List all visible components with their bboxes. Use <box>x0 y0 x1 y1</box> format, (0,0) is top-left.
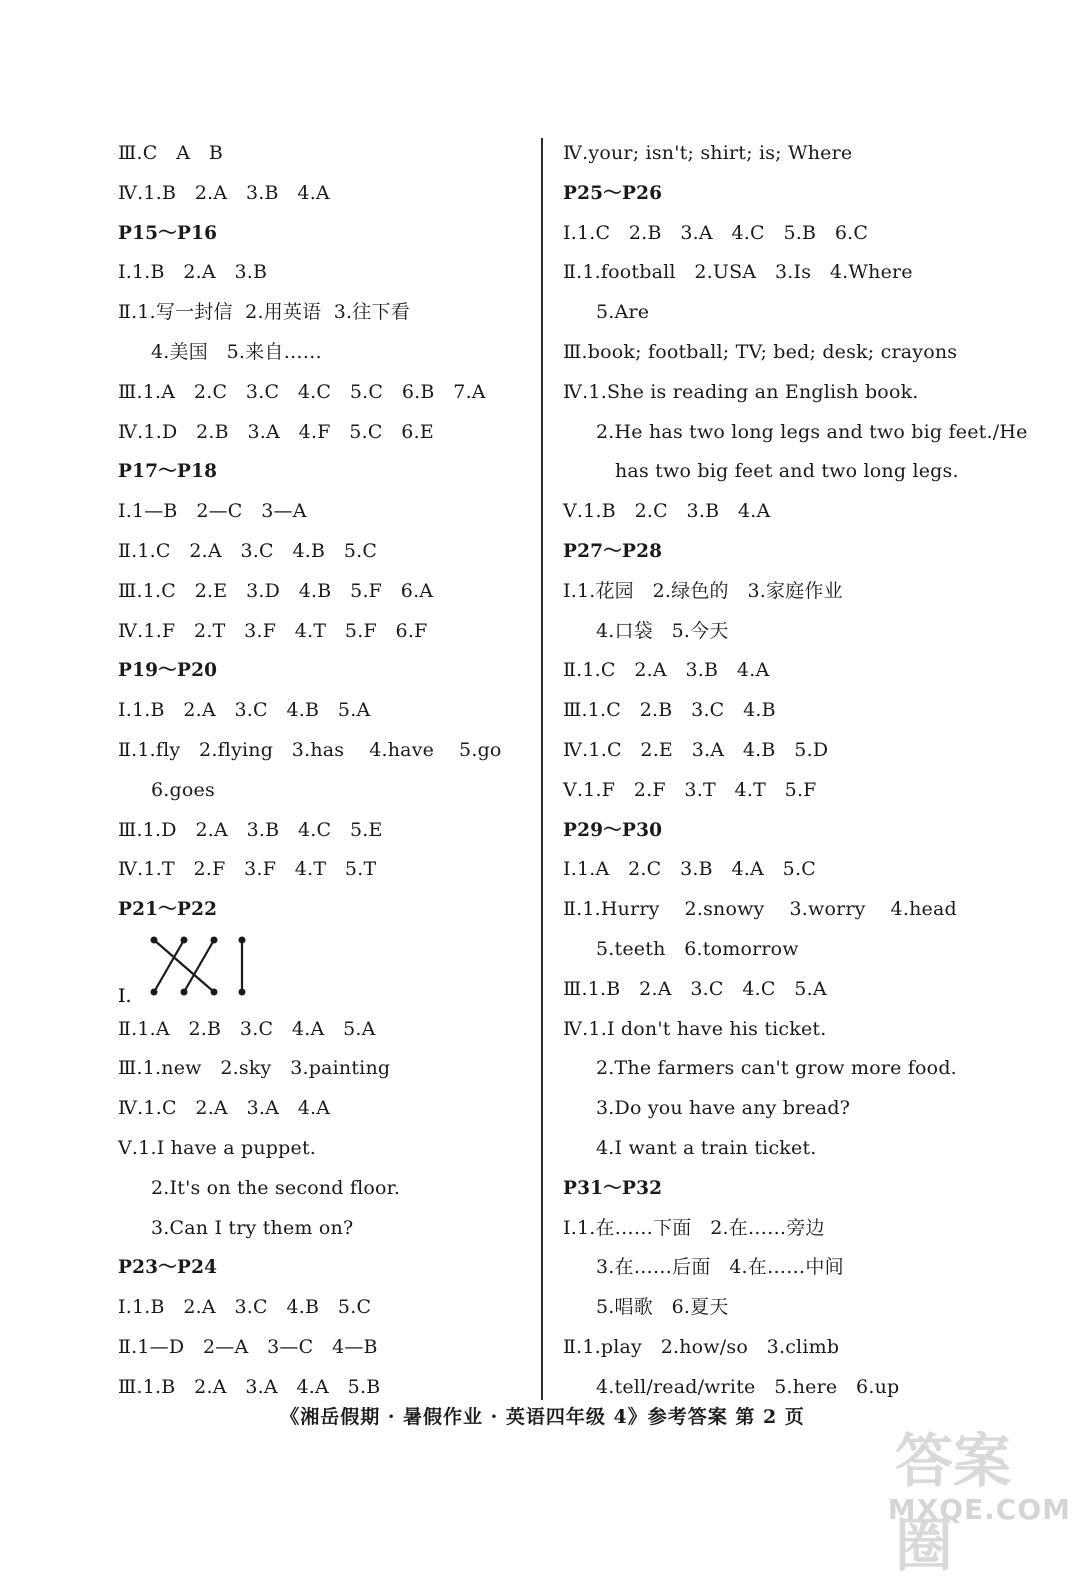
answer-line: Ⅱ.1.football 2.USA 3.Is 4.Where <box>563 261 913 284</box>
match-dot-top <box>211 936 218 943</box>
answer-line-continued: 2.It's on the second floor. <box>151 1176 401 1199</box>
answer-line: Ⅳ.1.B 2.A 3.B 4.A <box>118 181 330 204</box>
match-connector <box>154 940 214 992</box>
answer-line: Ⅰ.1.花园 2.绿色的 3.家庭作业 <box>563 579 843 602</box>
answer-line: Ⅴ.1.I have a puppet. <box>118 1136 317 1159</box>
left-column <box>118 134 538 1408</box>
answer-line: Ⅲ.C A B <box>118 142 224 164</box>
column-divider <box>541 138 543 1400</box>
answer-line: Ⅱ.1.C 2.A 3.B 4.A <box>563 659 770 682</box>
watermark-logo <box>887 1414 1071 1579</box>
page-range-heading: P17～P18 <box>118 461 218 483</box>
answer-line: Ⅲ.1.C 2.E 3.D 4.B 5.F 6.A <box>118 579 434 602</box>
page-range-heading: P15～P16 <box>118 222 218 244</box>
answer-line: Ⅲ.1.C 2.B 3.C 4.B <box>563 699 776 722</box>
answer-line: Ⅴ.1.B 2.C 3.B 4.A <box>563 500 771 523</box>
page-footer: 《湘岳假期 · 暑假作业 · 英语四年级 4》参考答案 第 2 页 <box>280 1406 805 1428</box>
match-dot-bottom <box>151 988 158 995</box>
answer-line-continued: 4.I want a train ticket. <box>596 1136 817 1159</box>
answer-line: Ⅲ.1.A 2.C 3.C 4.C 5.C 6.B 7.A <box>118 380 486 403</box>
matching-label: Ⅰ. <box>118 984 132 1007</box>
answer-line: Ⅲ.book; football; TV; bed; desk; crayons <box>563 340 958 363</box>
page-range-heading: P29～P30 <box>563 819 663 841</box>
answer-line: Ⅳ.1.I don't have his ticket. <box>563 1017 827 1040</box>
answer-line: Ⅳ.1.F 2.T 3.F 4.T 5.F 6.F <box>118 619 428 642</box>
answer-line-continued: 4.美国 5.来自…… <box>151 340 322 363</box>
answer-line: Ⅲ.1.new 2.sky 3.painting <box>118 1057 391 1080</box>
answer-line: Ⅳ.1.She is reading an English book. <box>563 380 919 403</box>
answer-line: Ⅲ.1.D 2.A 3.B 4.C 5.E <box>118 818 383 841</box>
answer-line: Ⅳ.your; isn't; shirt; is; Where <box>563 142 853 164</box>
match-dot-top <box>181 936 188 943</box>
answer-line-continued: 6.goes <box>151 778 215 801</box>
answer-line-continued: 3.Do you have any bread? <box>596 1097 851 1120</box>
answer-line: Ⅲ.1.B 2.A 3.A 4.A 5.B <box>118 1375 381 1398</box>
answer-line: Ⅲ.1.B 2.A 3.C 4.C 5.A <box>563 977 827 1000</box>
page-range-heading: P19～P20 <box>118 660 218 682</box>
watermark-url: MXQE.COM <box>887 1493 1071 1526</box>
answer-line: Ⅰ.1.A 2.C 3.B 4.A 5.C <box>563 858 816 881</box>
answer-line-continued: 5.Are <box>596 301 650 324</box>
matching-diagram <box>118 930 538 1010</box>
answer-line-continued: 2.He has two long legs and two big feet./He <box>596 420 1028 443</box>
match-connector <box>154 940 184 992</box>
answer-line: Ⅰ.1.C 2.B 3.A 4.C 5.B 6.C <box>563 221 869 244</box>
answer-line: Ⅱ.1.写一封信 2.用英语 3.往下看 <box>118 301 410 324</box>
answer-line: Ⅱ.1.A 2.B 3.C 4.A 5.A <box>118 1017 376 1040</box>
answer-line: Ⅴ.1.F 2.F 3.T 4.T 5.F <box>563 778 817 801</box>
match-dot-bottom <box>211 988 218 995</box>
answer-line: Ⅱ.1.fly 2.flying 3.has 4.have 5.go <box>118 738 502 761</box>
answer-line-continued: 3.在……后面 4.在……中间 <box>596 1256 844 1279</box>
answer-line: Ⅰ.1—B 2—C 3—A <box>118 500 307 523</box>
answer-line: Ⅰ.1.B 2.A 3.C 4.B 5.C <box>118 1296 372 1319</box>
answer-line: Ⅳ.1.D 2.B 3.A 4.F 5.C 6.E <box>118 420 434 443</box>
page-range-heading: P21～P22 <box>118 899 218 921</box>
answer-line: Ⅱ.1.C 2.A 3.C 4.B 5.C <box>118 539 378 562</box>
page-range-heading: P31～P32 <box>563 1177 663 1199</box>
answer-line: Ⅰ.1.在……下面 2.在……旁边 <box>563 1216 825 1239</box>
right-column <box>563 134 1028 1408</box>
answer-line-continued: 5.唱歌 6.夏天 <box>596 1296 729 1319</box>
answer-line-continued: 5.teeth 6.tomorrow <box>596 937 799 960</box>
answer-line: Ⅰ.1.B 2.A 3.B <box>118 261 268 284</box>
answer-line-continued: 3.Can I try them on? <box>151 1216 354 1239</box>
match-dot-top <box>239 936 246 943</box>
page-range-heading: P25～P26 <box>563 182 663 204</box>
answer-line: Ⅳ.1.C 2.E 3.A 4.B 5.D <box>563 738 829 761</box>
match-dot-bottom <box>239 988 246 995</box>
match-connector <box>184 940 214 992</box>
match-dot-bottom <box>181 988 188 995</box>
page-range-heading: P23～P24 <box>118 1257 218 1279</box>
match-dot-top <box>151 936 158 943</box>
answer-line: Ⅱ.1.Hurry 2.snowy 3.worry 4.head <box>563 898 957 921</box>
watermark-cn: 答案圈 <box>895 1427 1012 1579</box>
answer-line-continued: 4.tell/read/write 5.here 6.up <box>596 1375 900 1398</box>
answer-line: Ⅳ.1.C 2.A 3.A 4.A <box>118 1097 331 1120</box>
matching-lines <box>118 930 278 1010</box>
answer-line: Ⅳ.1.T 2.F 3.F 4.T 5.T <box>118 858 377 881</box>
answer-line: Ⅰ.1.B 2.A 3.C 4.B 5.A <box>118 699 371 722</box>
answer-line: Ⅱ.1.play 2.how/so 3.climb <box>563 1335 840 1358</box>
answer-line-continued: 4.口袋 5.今天 <box>596 619 729 642</box>
answer-line-continued: 2.The farmers can't grow more food. <box>596 1057 957 1080</box>
page-range-heading: P27～P28 <box>563 540 663 562</box>
answer-line: Ⅱ.1—D 2—A 3—C 4—B <box>118 1335 378 1358</box>
answer-line-continued: has two big feet and two long legs. <box>615 460 959 483</box>
